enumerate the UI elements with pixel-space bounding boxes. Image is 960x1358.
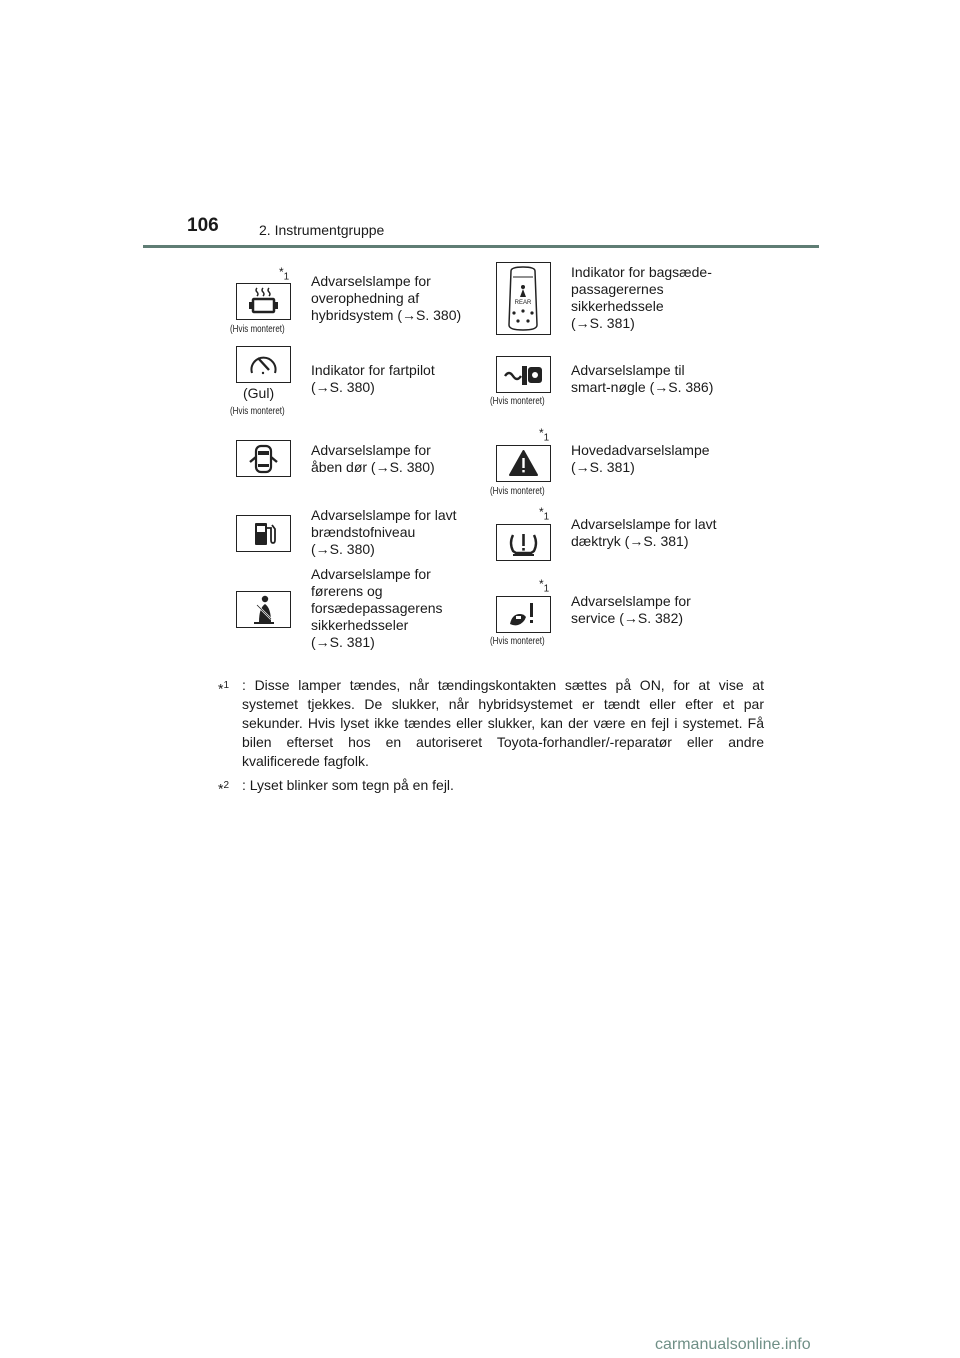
svg-text:REAR: REAR — [514, 300, 532, 306]
master-warning-icon — [496, 445, 551, 482]
indicator-description: Advarselslampe for service (→S. 382) — [571, 593, 691, 626]
footnote-marker: $*_1$ — [539, 577, 550, 595]
footnote-text: : Lyset blinker som tegn på en fejl. — [242, 777, 454, 793]
if-equipped-note: (Hvis monteret) — [490, 396, 545, 407]
seatbelt-reminder-icon — [236, 591, 291, 628]
smart-key-icon — [496, 356, 551, 393]
low-tire-pressure-icon — [496, 524, 551, 561]
footnote-mark: *$^2$ — [218, 780, 230, 797]
low-fuel-icon — [236, 515, 291, 552]
open-door-icon — [236, 440, 291, 477]
indicator-description: Hovedadvarselslampe (→S. 381) — [571, 442, 710, 475]
indicator-description: Advarselslampe for åben dør (→S. 380) — [311, 442, 435, 475]
indicator-description: Advarselslampe for lavt brændstofniveau (→S. 380) — [311, 507, 457, 557]
indicator-description: Advarselslampe for overophedning af hybridsystem (→S. 380) — [311, 273, 462, 323]
footnote-marker: $*_1$ — [539, 426, 550, 444]
rear-seatbelt-icon — [496, 262, 551, 335]
service-wrench-icon — [496, 596, 551, 633]
hybrid-overheat-icon — [236, 283, 291, 320]
if-equipped-note: (Hvis monteret) — [230, 324, 285, 335]
indicator-description: Indikator for fartpilot (→S. 380) — [311, 362, 435, 395]
indicator-description: Indikator for bagsæde- passagerernes sikkerhedssele (→S. 381) — [571, 264, 712, 331]
footnote-2 — [218, 776, 764, 795]
page-header — [143, 214, 819, 248]
indicator-description: Advarselslampe til smart-nøgle (→S. 386) — [571, 362, 714, 395]
footnote-marker: $*_1$ — [279, 265, 290, 283]
cruise-control-icon — [236, 346, 291, 383]
footnote-text: : Disse lamper tændes, når tændingskontakten sættes på ON, for at vise at systemet tjekkes. De slukker, når hybridsystemet er tændt eller efter et par sekunder. Hvis lyset ikke tændes eller slukker, kan der være en fejl i systemet. Få bilen efterset hos en autoriseret Toyota-forhandler/-reparatør eller andre kvalificerede fagfolk. — [242, 677, 764, 769]
watermark: carmanualsonline.info — [655, 1336, 811, 1353]
footnote-mark: *$^1$ — [218, 680, 230, 697]
if-equipped-note: (Hvis monteret) — [490, 636, 545, 647]
indicator-description: Advarselslampe for førerens og forsædepassagerens sikkerhedsseler (→S. 381) — [311, 566, 443, 650]
indicator-description: Advarselslampe for lavt dæktryk (→S. 381) — [571, 516, 717, 549]
footnote-1 — [218, 676, 764, 771]
section-title: 2. Instrumentgruppe — [259, 222, 385, 238]
header-rule — [143, 245, 819, 248]
if-equipped-note: (Hvis monteret) — [230, 406, 285, 417]
footnote-marker: $*_1$ — [539, 505, 550, 523]
color-note: (Gul) — [243, 385, 275, 401]
if-equipped-note: (Hvis monteret) — [490, 486, 545, 497]
page-number: 106 — [187, 215, 219, 236]
